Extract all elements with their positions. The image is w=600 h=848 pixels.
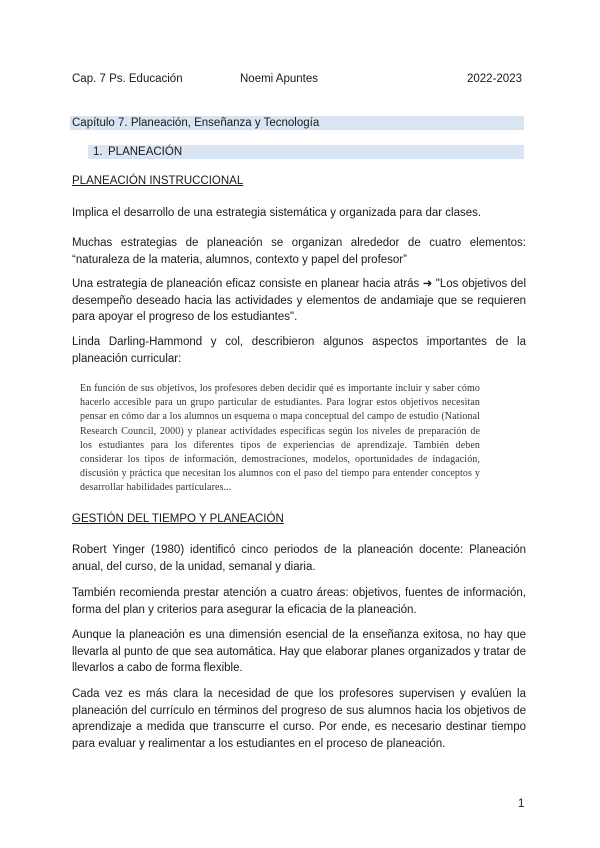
paragraph: Una estrategia de planeación eficaz consiste en planear hacia atrás ➜ "Los objetivos del desempeño deseado hacia las actividades y elementos de andamiaje que se requieren para apoyar el progreso de los estudiantes".	[72, 278, 526, 323]
page-number: 1	[518, 798, 525, 810]
paragraph: Robert Yinger (1980) identificó cinco periodos de la planeación docente: Planeación anual, del curso, de la unidad, semanal y diaria.	[72, 544, 526, 573]
header-course: Cap. 7 Ps. Educación	[72, 73, 183, 85]
paragraph: Implica el desarrollo de una estrategia sistemática y organizada para dar clases.	[72, 207, 482, 219]
chapter-title: Capítulo 7. Planeación, Enseñanza y Tecnología	[70, 116, 524, 130]
paragraph: También recomienda prestar atención a cuatro áreas: objetivos, fuentes de información, forma del plan y criterios para asegurar la eficacia de la planeación.	[72, 587, 526, 616]
paragraph: Linda Darling-Hammond y col, describieron algunos aspectos importantes de la planeación curricular:	[72, 336, 526, 365]
section-title: PLANEACIÓN	[108, 146, 183, 158]
header-author: Noemi Apuntes	[240, 73, 318, 85]
paragraph: Muchas estrategias de planeación se organizan alrededor de cuatro elementos: “naturaleza de la materia, alumnos, contexto y papel del profesor”	[72, 237, 526, 266]
section-number: 1.	[93, 146, 103, 158]
header-year: 2022-2023	[467, 73, 522, 85]
paragraph: Cada vez es más clara la necesidad de que los profesores supervisen y evalúen la planeación del currículo en términos del progreso de sus alumnos hacia los objetivos de aprendizaje a medida que transcurre el curso. Por ende, es necesario destinar tiempo para evaluar y realimentar a los estudiantes en el proceso de planeación.	[72, 688, 526, 750]
paragraph: Aunque la planeación es una dimensión esencial de la enseñanza exitosa, no hay que llevarla al punto de que sea automática. Hay que elaborar planes organizados y tratar de llevarlos a cabo de forma flexible.	[72, 629, 526, 674]
quote-text: En función de sus objetivos, los profesores deben decidir qué es importante incluir y saber cómo hacerlo accesible para un grupo particular de estudiantes. Para lograr estos objetivos necesitan pensar en cómo dar a los alumnos un esquema o mapa conceptual del campo de estudio (National Research Council, 2000) y planear actividades específicas según los niveles de preparación de los estudiantes para los diferentes tipos de experiencias de aprendizaje. También deben considerar los tipos de información, demostraciones, modelos, oportunidades de indagación, discusión y práctica que necesitan los alumnos con el paso del tiempo para entender conceptos y desarrollar habilidades particulares...	[80, 383, 480, 494]
quoted-excerpt-image	[72, 376, 480, 496]
section-heading	[88, 145, 524, 159]
subsection-title-tiempo: GESTIÓN DEL TIEMPO Y PLANEACIÓN	[72, 513, 284, 525]
subsection-title-instruccional: PLANEACIÓN INSTRUCCIONAL	[72, 175, 244, 187]
